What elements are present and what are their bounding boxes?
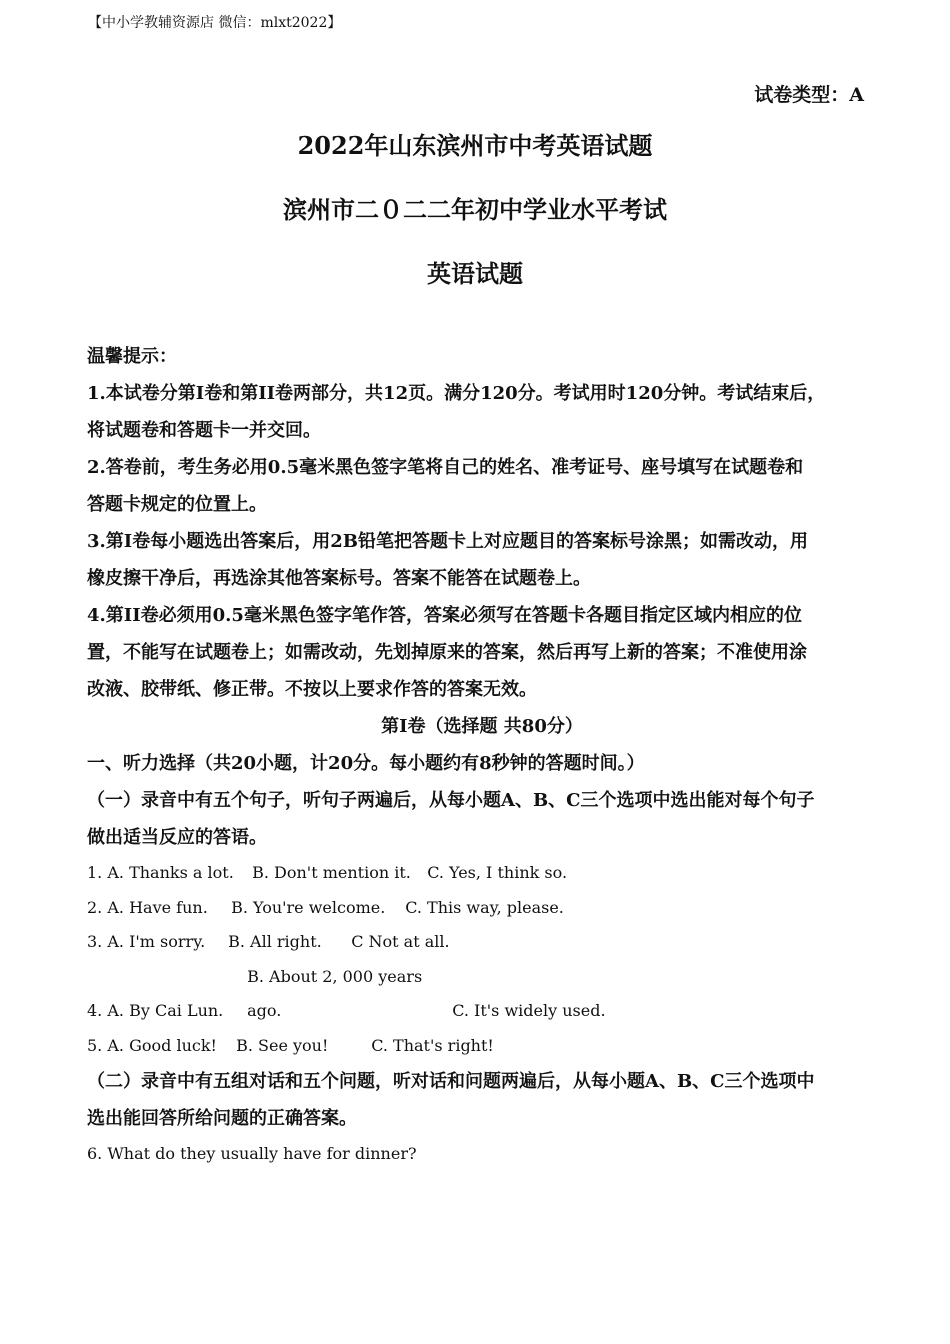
volume-title: 第Ⅰ卷（选择题 共80分） xyxy=(381,716,583,737)
notice-line: 置，不能写在试题卷上；如需改动，先划掉原来的答案，然后再写上新的答案；不准使用涂 xyxy=(87,642,807,663)
exam-subtitle: 滨州市二０二二年初中学业水平考试 xyxy=(283,195,667,224)
notice-line: 3.第Ⅰ卷每小题选出答案后，用2B铅笔把答题卡上对应题目的答案标号涂黑；如需改动，用 xyxy=(87,531,808,552)
part-instruction: 选出能回答所给问题的正确答案。 xyxy=(87,1108,357,1129)
part-instruction: （一）录音中有五个句子，听句子两遍后，从每小题A、B、C三个选项中选出能对每个句子 xyxy=(87,790,815,811)
notice-line: 将试题卷和答题卡一并交回。 xyxy=(87,420,321,441)
option-c: C. That's right! xyxy=(371,1035,494,1055)
option-a: 2. A. Have fun. xyxy=(87,897,208,917)
notice-line: 4.第II卷必须用0.5毫米黑色签字笔作答，答案必须写在答题卡各题目指定区域内相应的位 xyxy=(87,605,802,626)
option-a: 4. A. By Cai Lun. xyxy=(87,1001,224,1020)
option-a: 5. A. Good luck! xyxy=(87,1035,217,1055)
paper-type: 试卷类型：A xyxy=(754,84,864,106)
option-b: B. Don't mention it. xyxy=(252,863,411,882)
section-heading: 一、听力选择（共20小题，计20分。每小题约有8秒钟的答题时间。） xyxy=(87,753,645,774)
question-row xyxy=(87,925,877,960)
notice-line: 改液、胶带纸、修正带。不按以上要求作答的答案无效。 xyxy=(87,679,537,700)
header-note: 【中小学教辅资源店 微信：mlxt2022】 xyxy=(88,15,342,31)
notice-line: 1.本试卷分第Ⅰ卷和第II卷两部分，共12页。满分120分。考试用时120分钟。考试结束后， xyxy=(87,383,826,404)
notice-line: 答题卡规定的位置上。 xyxy=(87,494,267,515)
option-b: B. See you! xyxy=(236,1035,329,1055)
option-b: B. You're welcome. xyxy=(231,897,386,917)
question-row xyxy=(87,856,877,891)
option-b: B. All right. xyxy=(228,932,322,951)
question-row xyxy=(87,891,877,926)
question-6: 6. What do they usually have for dinner? xyxy=(87,1144,417,1163)
part-instruction: （二）录音中有五组对话和五个问题，听对话和问题两遍后，从每小题A、B、C三个选项中 xyxy=(87,1071,815,1092)
option-c: C. It's widely used. xyxy=(452,1001,606,1020)
notice-heading: 温馨提示： xyxy=(87,346,177,367)
notice-line: 2.答卷前，考生务必用0.5毫米黑色签字笔将自己的姓名、准考证号、座号填写在试题卷和 xyxy=(87,457,804,478)
option-c: C. Yes, I think so. xyxy=(427,863,568,882)
option-a: 3. A. I'm sorry. xyxy=(87,932,206,951)
option-c: C Not at all. xyxy=(351,932,450,951)
exam-title: 2022年山东滨州市中考英语试题 xyxy=(297,131,653,160)
option-b: B. About 2, 000 years ago. xyxy=(247,966,423,1020)
question-row xyxy=(87,1029,877,1064)
notice-line: 橡皮擦干净后，再选涂其他答案标号。答案不能答在试题卷上。 xyxy=(87,568,591,589)
question-row xyxy=(87,960,877,1029)
option-c: C. This way, please. xyxy=(405,897,564,917)
part-instruction: 做出适当反应的答语。 xyxy=(87,827,267,848)
exam-content xyxy=(87,338,877,1172)
subject-title: 英语试题 xyxy=(427,259,523,288)
option-a: 1. A. Thanks a lot. xyxy=(87,863,234,882)
